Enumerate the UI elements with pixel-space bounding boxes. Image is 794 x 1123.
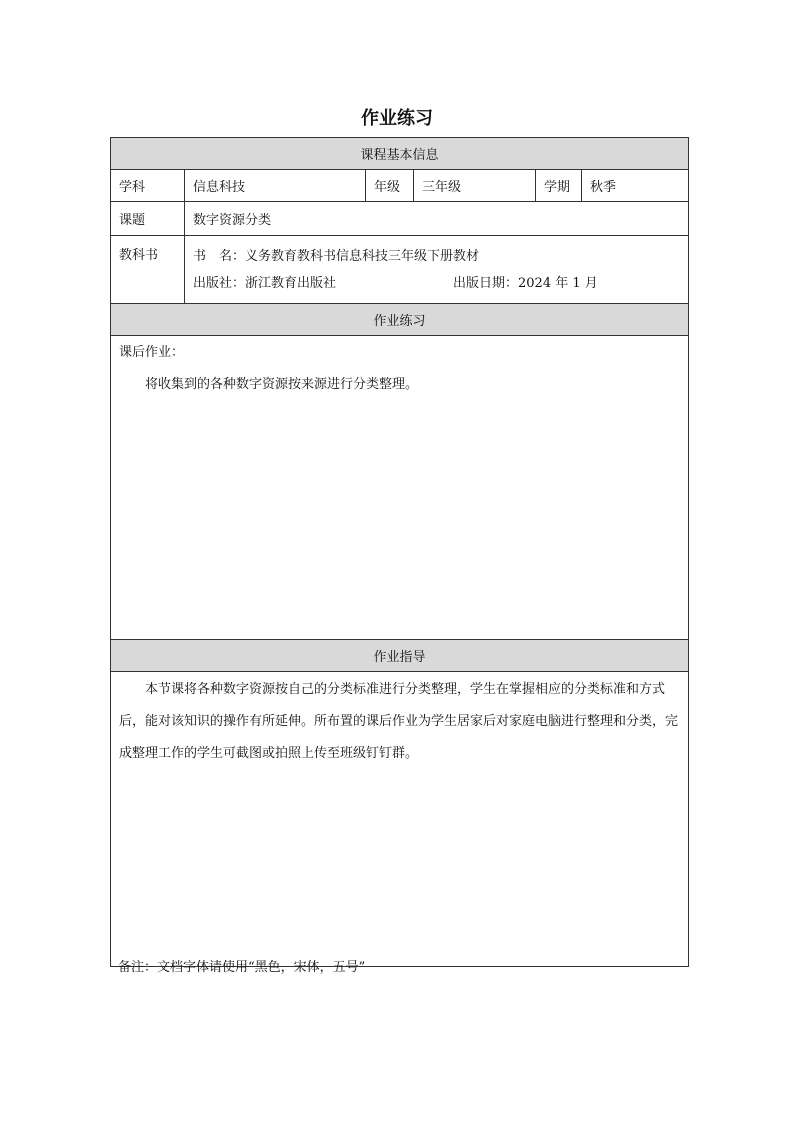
publisher: 出版社：浙江教育出版社 (193, 276, 337, 291)
term-label: 学期 (536, 170, 582, 202)
publish-date: 出版日期：2024 年 1 月 (453, 276, 598, 291)
homework-text: 将收集到的各种数字资源按来源进行分类整理。 (145, 377, 419, 392)
textbook-info (185, 236, 689, 304)
homework-form-table (110, 137, 689, 967)
publisher-line (193, 270, 688, 297)
section-header-homework: 作业练习 (111, 304, 689, 336)
subject-label: 学科 (111, 170, 185, 202)
guide-content (111, 672, 689, 967)
homework-content (111, 336, 689, 640)
homework-label: 课后作业： (119, 345, 185, 360)
grade-value: 三年级 (414, 170, 536, 202)
page-title: 作业练习 (361, 108, 433, 129)
footer-note: 备注：文档字体请使用“黑色，宋体，五号” (118, 960, 366, 975)
topic-label: 课题 (111, 202, 185, 236)
textbook-label: 教科书 (111, 236, 185, 304)
section-header-guide: 作业指导 (111, 640, 689, 672)
book-name: 书 名：义务教育教科书信息科技三年级下册教材 (193, 249, 480, 264)
section-header-basic-info: 课程基本信息 (111, 138, 689, 170)
grade-label: 年级 (366, 170, 414, 202)
topic-value: 数字资源分类 (185, 202, 689, 236)
term-value: 秋季 (582, 170, 689, 202)
guide-text: 本节课将各种数字资源按自己的分类标准进行分类整理，学生在掌握相应的分类标准和方式后，能对该知识的操作有所延伸。所布置的课后作业为学生居家后对家庭电脑进行整理和分类，完成整理工作的学生可截图或拍照上传至班级钉钉群。 (119, 682, 679, 761)
subject-value: 信息科技 (185, 170, 366, 202)
